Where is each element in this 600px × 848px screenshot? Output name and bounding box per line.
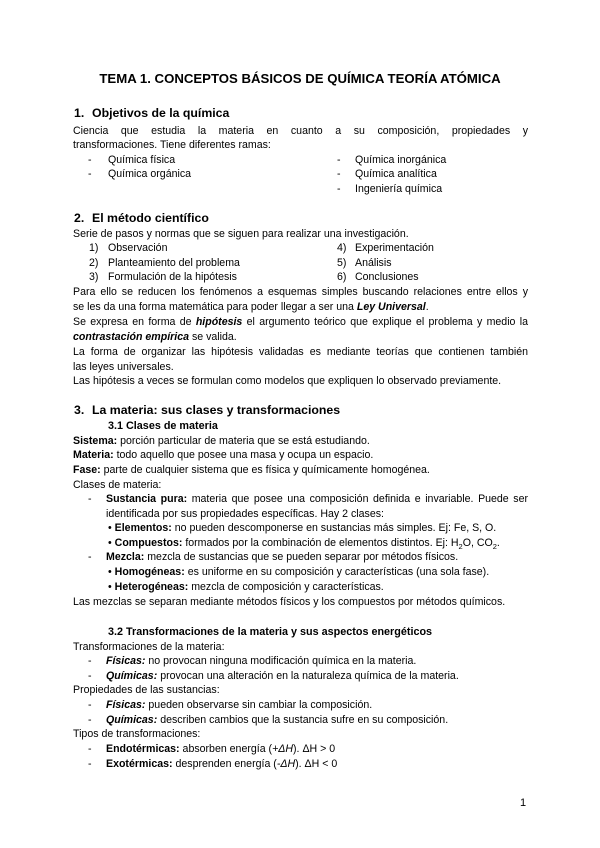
law-term: Ley Universal <box>356 301 426 313</box>
homogeneas-item: • Homogéneas: es uniforme en su composición y características (una sola fase). <box>108 566 490 578</box>
step-number: 1) <box>89 242 99 254</box>
bullet: • <box>108 566 112 578</box>
bullet: • <box>108 581 112 593</box>
step-item: Conclusiones <box>355 271 419 283</box>
section-1-heading <box>74 106 230 121</box>
step-item: Análisis <box>355 257 392 269</box>
s2-paragraph-1-line2: se les da una forma matemática para poder llegar a ser una Ley Universal. <box>73 301 429 313</box>
branch-item: Química analítica <box>355 168 437 180</box>
section-2-title: El método científico <box>92 211 209 225</box>
clases-materia: Clases de materia: <box>73 479 162 491</box>
list-dash: - <box>88 714 92 726</box>
branch-dash: - <box>337 183 341 195</box>
s2-intro: Serie de pasos y normas que se siguen para realizar una investigación. <box>73 228 409 240</box>
list-dash: - <box>88 758 92 770</box>
branch-item: Ingeniería química <box>355 183 443 195</box>
s2-paragraph-1-line1: Para ello se reducen los fenómenos a esquemas simples buscando relaciones entre ellos y <box>73 286 528 298</box>
step-number: 3) <box>89 271 99 283</box>
s2-paragraph-3-line1: La forma de organizar las hipótesis validadas es mediante teorías que contienen también <box>73 346 528 358</box>
section-3-number: 3. <box>74 403 85 417</box>
bullet: • <box>108 522 112 534</box>
step-item: Planteamiento del problema <box>108 257 240 269</box>
section-2-heading <box>74 211 209 226</box>
transformaciones-label: Transformaciones de la materia: <box>73 641 225 653</box>
section-1-title: Objetivos de la química <box>92 106 230 120</box>
section-3-heading <box>74 403 341 418</box>
step-number: 5) <box>337 257 347 269</box>
list-dash: - <box>88 655 92 667</box>
subsection-3-1-heading: 3.1 Clases de materia <box>108 420 218 432</box>
def-fase: Fase: parte de cualquier sistema que es física y químicamente homogénea. <box>73 464 430 476</box>
branch-dash: - <box>88 168 92 180</box>
list-dash: - <box>88 670 92 682</box>
branch-item: Química física <box>108 154 176 166</box>
step-item: Observación <box>108 242 168 254</box>
s1-intro-line2: transformaciones. Tiene diferentes ramas: <box>73 139 271 151</box>
s2-paragraph-2-line1: Se expresa en forma de hipótesis el argumento teórico que explique el problema y medio la <box>73 316 528 328</box>
fisicas-transform: Físicas: no provocan ninguna modificación química en la materia. <box>106 655 417 667</box>
step-number: 6) <box>337 271 347 283</box>
step-number: 4) <box>337 242 347 254</box>
bullet: • <box>108 537 112 549</box>
s1-intro-line1: Ciencia que estudia la materia en cuanto a su composición, propiedades y <box>73 125 528 137</box>
elementos-item: • Elementos: no pueden descomponerse en sustancias más simples. Ej: Fe, S, O. <box>108 522 497 534</box>
def-sistema: Sistema: porción particular de materia que se está estudiando. <box>73 435 370 447</box>
list-dash: - <box>88 551 92 563</box>
tipos-label: Tipos de transformaciones: <box>73 728 201 740</box>
sustancia-pura-line1: Sustancia pura: materia que posee una composición definida e invariable. Puede ser <box>106 493 528 505</box>
page-number: 1 <box>520 797 527 809</box>
def-materia: Materia: todo aquello que posee una masa y ocupa un espacio. <box>73 449 374 461</box>
page-title: TEMA 1. CONCEPTOS BÁSICOS DE QUÍMICA TEORÍA ATÓMICA <box>99 71 501 86</box>
sustancia-pura-line2: identificada por sus propiedades específicas. Hay 2 clases: <box>106 508 384 520</box>
branch-dash: - <box>88 154 92 166</box>
step-item: Experimentación <box>355 242 434 254</box>
s2-paragraph-4: Las hipótesis a veces se formulan como modelos que expliquen lo observado previamente. <box>73 375 502 387</box>
heterogeneas-item: • Heterogéneas: mezcla de composición y características. <box>108 581 384 593</box>
list-dash: - <box>88 493 92 505</box>
compuestos-item: • Compuestos: formados por la combinación de elementos distintos. Ej: $H_2O$, $CO_2$. <box>108 537 500 552</box>
endotermicas-item: Endotérmicas: absorben energía (+ΔH). ΔH > 0 <box>106 743 336 755</box>
fisicas-prop: Físicas: pueden observarse sin cambiar la composición. <box>106 699 373 711</box>
mezclas-separacion: Las mezclas se separan mediante métodos físicos y los compuestos por métodos químicos. <box>73 596 506 608</box>
propiedades-label: Propiedades de las sustancias: <box>73 684 220 696</box>
section-1-number: 1. <box>74 106 85 120</box>
hypothesis-term: hipótesis <box>195 316 243 328</box>
branch-item: Química orgánica <box>108 168 192 180</box>
branch-dash: - <box>337 168 341 180</box>
branch-item: Química inorgánica <box>355 154 447 166</box>
branch-dash: - <box>337 154 341 166</box>
s2-paragraph-3-line2: las leyes universales. <box>73 361 174 373</box>
quimicas-prop: Químicas: describen cambios que la sustancia sufre en su composición. <box>106 714 449 726</box>
step-number: 2) <box>89 257 99 269</box>
quimicas-transform: Químicas: provocan una alteración en la naturaleza química de la materia. <box>106 670 459 682</box>
contrast-term: contrastación empírica <box>73 331 189 343</box>
list-dash: - <box>88 699 92 711</box>
section-2-number: 2. <box>74 211 85 225</box>
mezcla-item: Mezcla: mezcla de sustancias que se pueden separar por métodos físicos. <box>106 551 459 563</box>
s2-paragraph-2-line2: contrastación empírica se valida. <box>73 331 237 343</box>
list-dash: - <box>88 743 92 755</box>
exotermicas-item: Exotérmicas: desprenden energía (-ΔH). ΔH < 0 <box>106 758 338 770</box>
subsection-3-2-heading: 3.2 Transformaciones de la materia y sus aspectos energéticos <box>108 626 433 638</box>
step-item: Formulación de la hipótesis <box>108 271 237 283</box>
section-3-title: La materia: sus clases y transformaciones <box>92 403 341 417</box>
